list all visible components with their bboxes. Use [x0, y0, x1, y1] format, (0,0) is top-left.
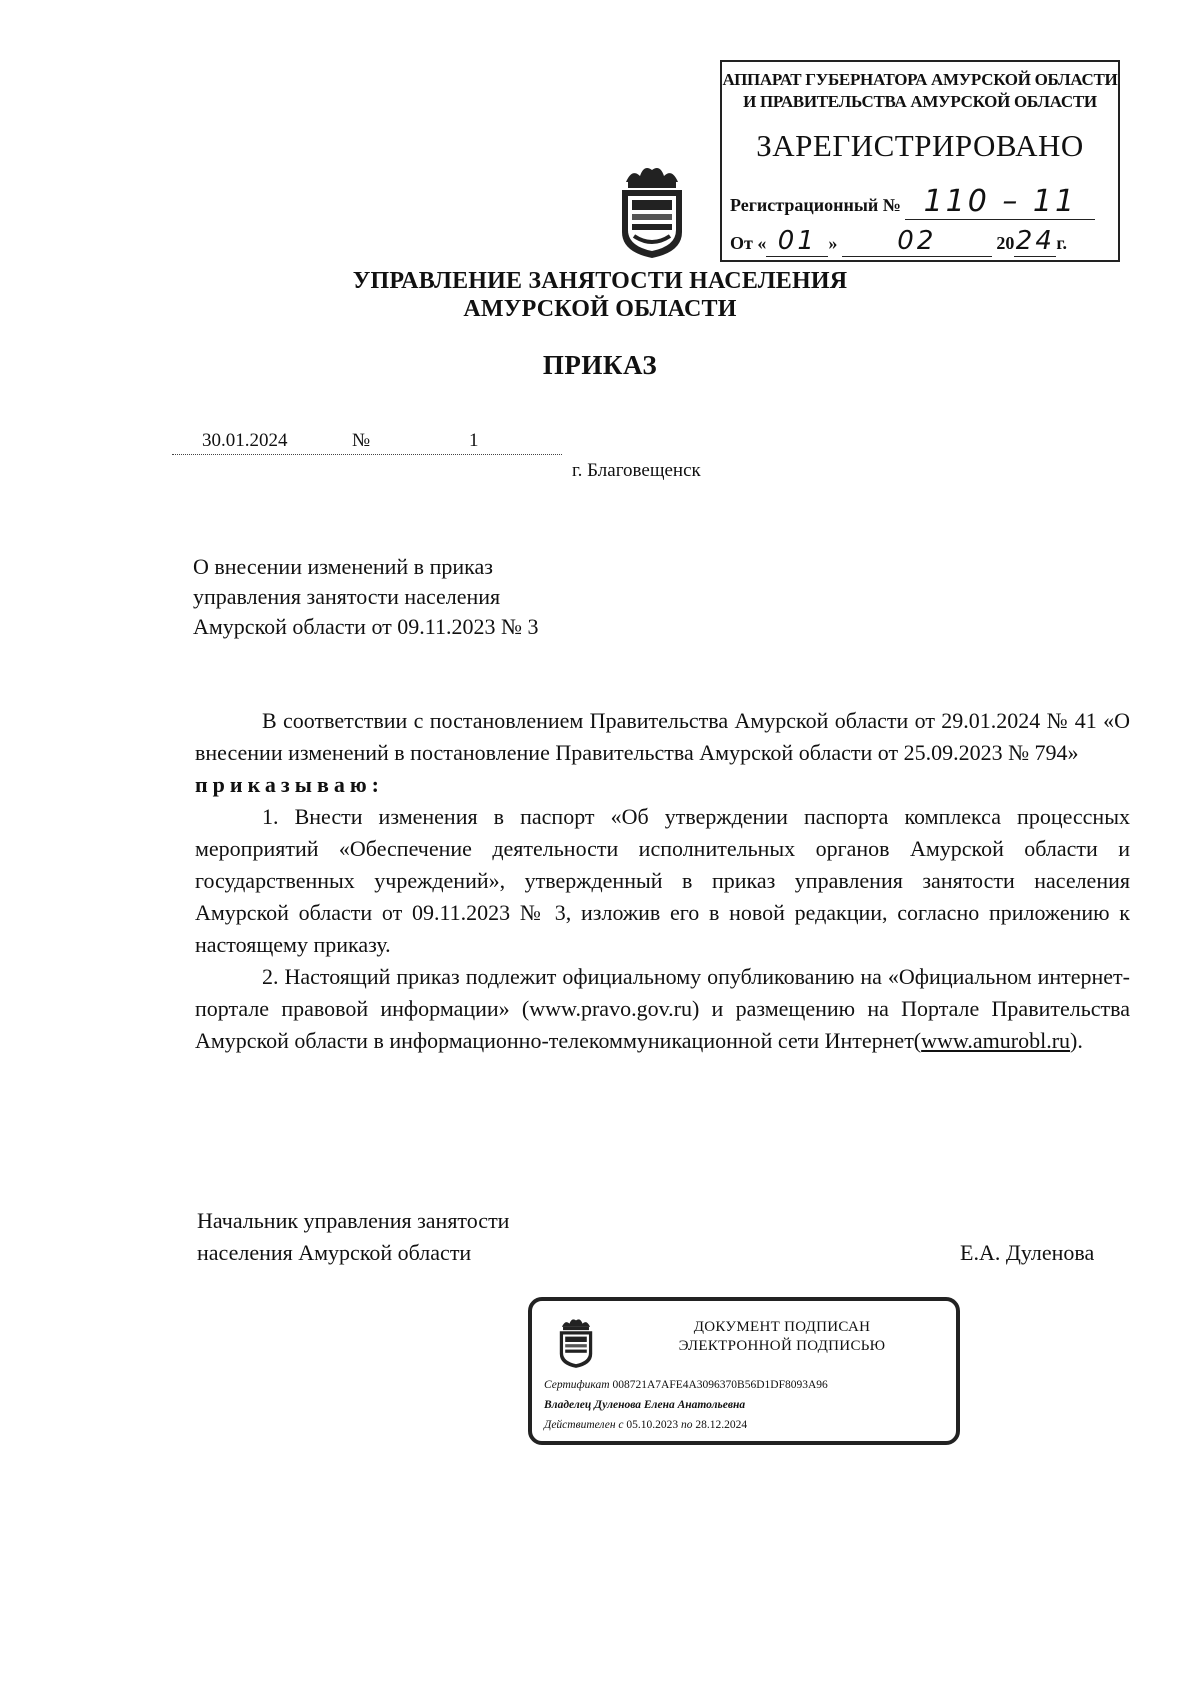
order-item-2-end: ). — [1070, 1028, 1083, 1053]
subject-line1: О внесении изменений в приказ — [193, 554, 493, 579]
order-number: 1 — [469, 430, 479, 451]
order-item-1: 1. Внести изменения в паспорт «Об утверждении паспорта комплекса процессных мероприятий «Обеспечение деятельности исполнительных органов Амурской области и государственных учреждений», утвержденный в приказ управления занятости населения Амурской области от 09.11.2023 № 3, изложив его в новой редакции, согласно приложению к настоящему приказу. — [195, 804, 1130, 957]
coat-of-arms-icon — [612, 160, 692, 260]
esig-valid-from: 05.10.2023 — [626, 1419, 679, 1431]
esig-certificate — [544, 1379, 828, 1391]
esig-validity — [544, 1419, 747, 1431]
stamp-office-line2: И ПРАВИТЕЛЬСТВА АМУРСКОЙ ОБЛАСТИ — [743, 92, 1097, 111]
esig-certificate-value: 008721A7AFE4A3096370B56D1DF8093A96 — [612, 1379, 828, 1391]
document-title: ПРИКАЗ — [542, 350, 658, 380]
stamp-date-year-prefix: 20 — [996, 233, 1015, 253]
subject-line3: Амурской области от 09.11.2023 № 3 — [193, 614, 539, 639]
signatory-position-line2: населения Амурской области — [197, 1240, 472, 1265]
signatory-position-line1: Начальник управления занятости — [197, 1208, 510, 1233]
esig-certificate-label: Сертификат — [544, 1379, 610, 1391]
stamp-date-year-suffix: 24 — [1015, 226, 1055, 256]
document-subject — [193, 552, 538, 642]
subject-line2: управления занятости населения — [193, 584, 501, 609]
document-body — [195, 705, 1130, 1057]
stamp-date-prefix: От « — [730, 233, 767, 253]
esig-owner — [544, 1399, 745, 1411]
esig-owner-value: Дуленова Елена Анатольевна — [594, 1399, 746, 1411]
esig-title-line2: ЭЛЕКТРОННОЙ ПОДПИСЬЮ — [678, 1338, 886, 1354]
electronic-signature-stamp — [528, 1297, 960, 1445]
decree-word: приказываю: — [195, 772, 384, 797]
esig-valid-to-label: по — [681, 1419, 693, 1431]
esig-title-line1: ДОКУМЕНТ ПОДПИСАН — [693, 1319, 871, 1335]
stamp-reg-number-row — [730, 184, 1095, 220]
stamp-office-line1: АППАРАТ ГУБЕРНАТОРА АМУРСКОЙ ОБЛАСТИ — [722, 70, 1118, 89]
order-number-line — [172, 430, 562, 455]
stamp-date-mid: » — [828, 233, 838, 253]
order-date: 30.01.2024 — [202, 430, 288, 451]
stamp-reg-number-label: Регистрационный № — [730, 195, 901, 215]
stamp-date-year-unit: г. — [1056, 233, 1067, 253]
org-name-line2: АМУРСКОЙ ОБЛАСТИ — [463, 296, 737, 322]
stamp-reg-number-value: 110 – 11 — [905, 184, 1095, 220]
esig-owner-label: Владелец — [544, 1399, 592, 1411]
city: г. Благовещенск — [572, 460, 701, 481]
stamp-status: ЗАРЕГИСТРИРОВАНО — [756, 128, 1084, 163]
stamp-date-row — [730, 226, 1067, 257]
signatory-position — [197, 1205, 509, 1269]
preamble: В соответствии с постановлением Правительства Амурской области от 29.01.2024 № 41 «О внесении изменений в постановление Правительства Амурской области от 25.09.2023 № 794» — [195, 708, 1130, 765]
coat-of-arms-small-icon — [554, 1315, 598, 1369]
order-item-2-text: 2. Настоящий приказ подлежит официальному опубликованию на «Официальном интернет-портале правовой информации» (www.pravo.gov.ru) и размещению на Портале Правительства Амурской области в информационно-телекоммуникационной сети Интернет( — [195, 964, 1130, 1053]
stamp-date-month: 02 — [842, 226, 992, 257]
stamp-date-day: 01 — [766, 226, 828, 257]
registration-stamp — [720, 60, 1120, 262]
esig-valid-label: Действителен с — [544, 1419, 624, 1431]
order-item-2 — [195, 961, 1130, 1057]
esig-valid-to: 28.12.2024 — [695, 1419, 748, 1431]
signatory-name: Е.А. Дуленова — [960, 1240, 1095, 1265]
org-name-line1: УПРАВЛЕНИЕ ЗАНЯТОСТИ НАСЕЛЕНИЯ — [352, 268, 848, 294]
portal-link[interactable]: www.amurobl.ru — [921, 1028, 1071, 1053]
order-number-label: № — [352, 430, 371, 451]
